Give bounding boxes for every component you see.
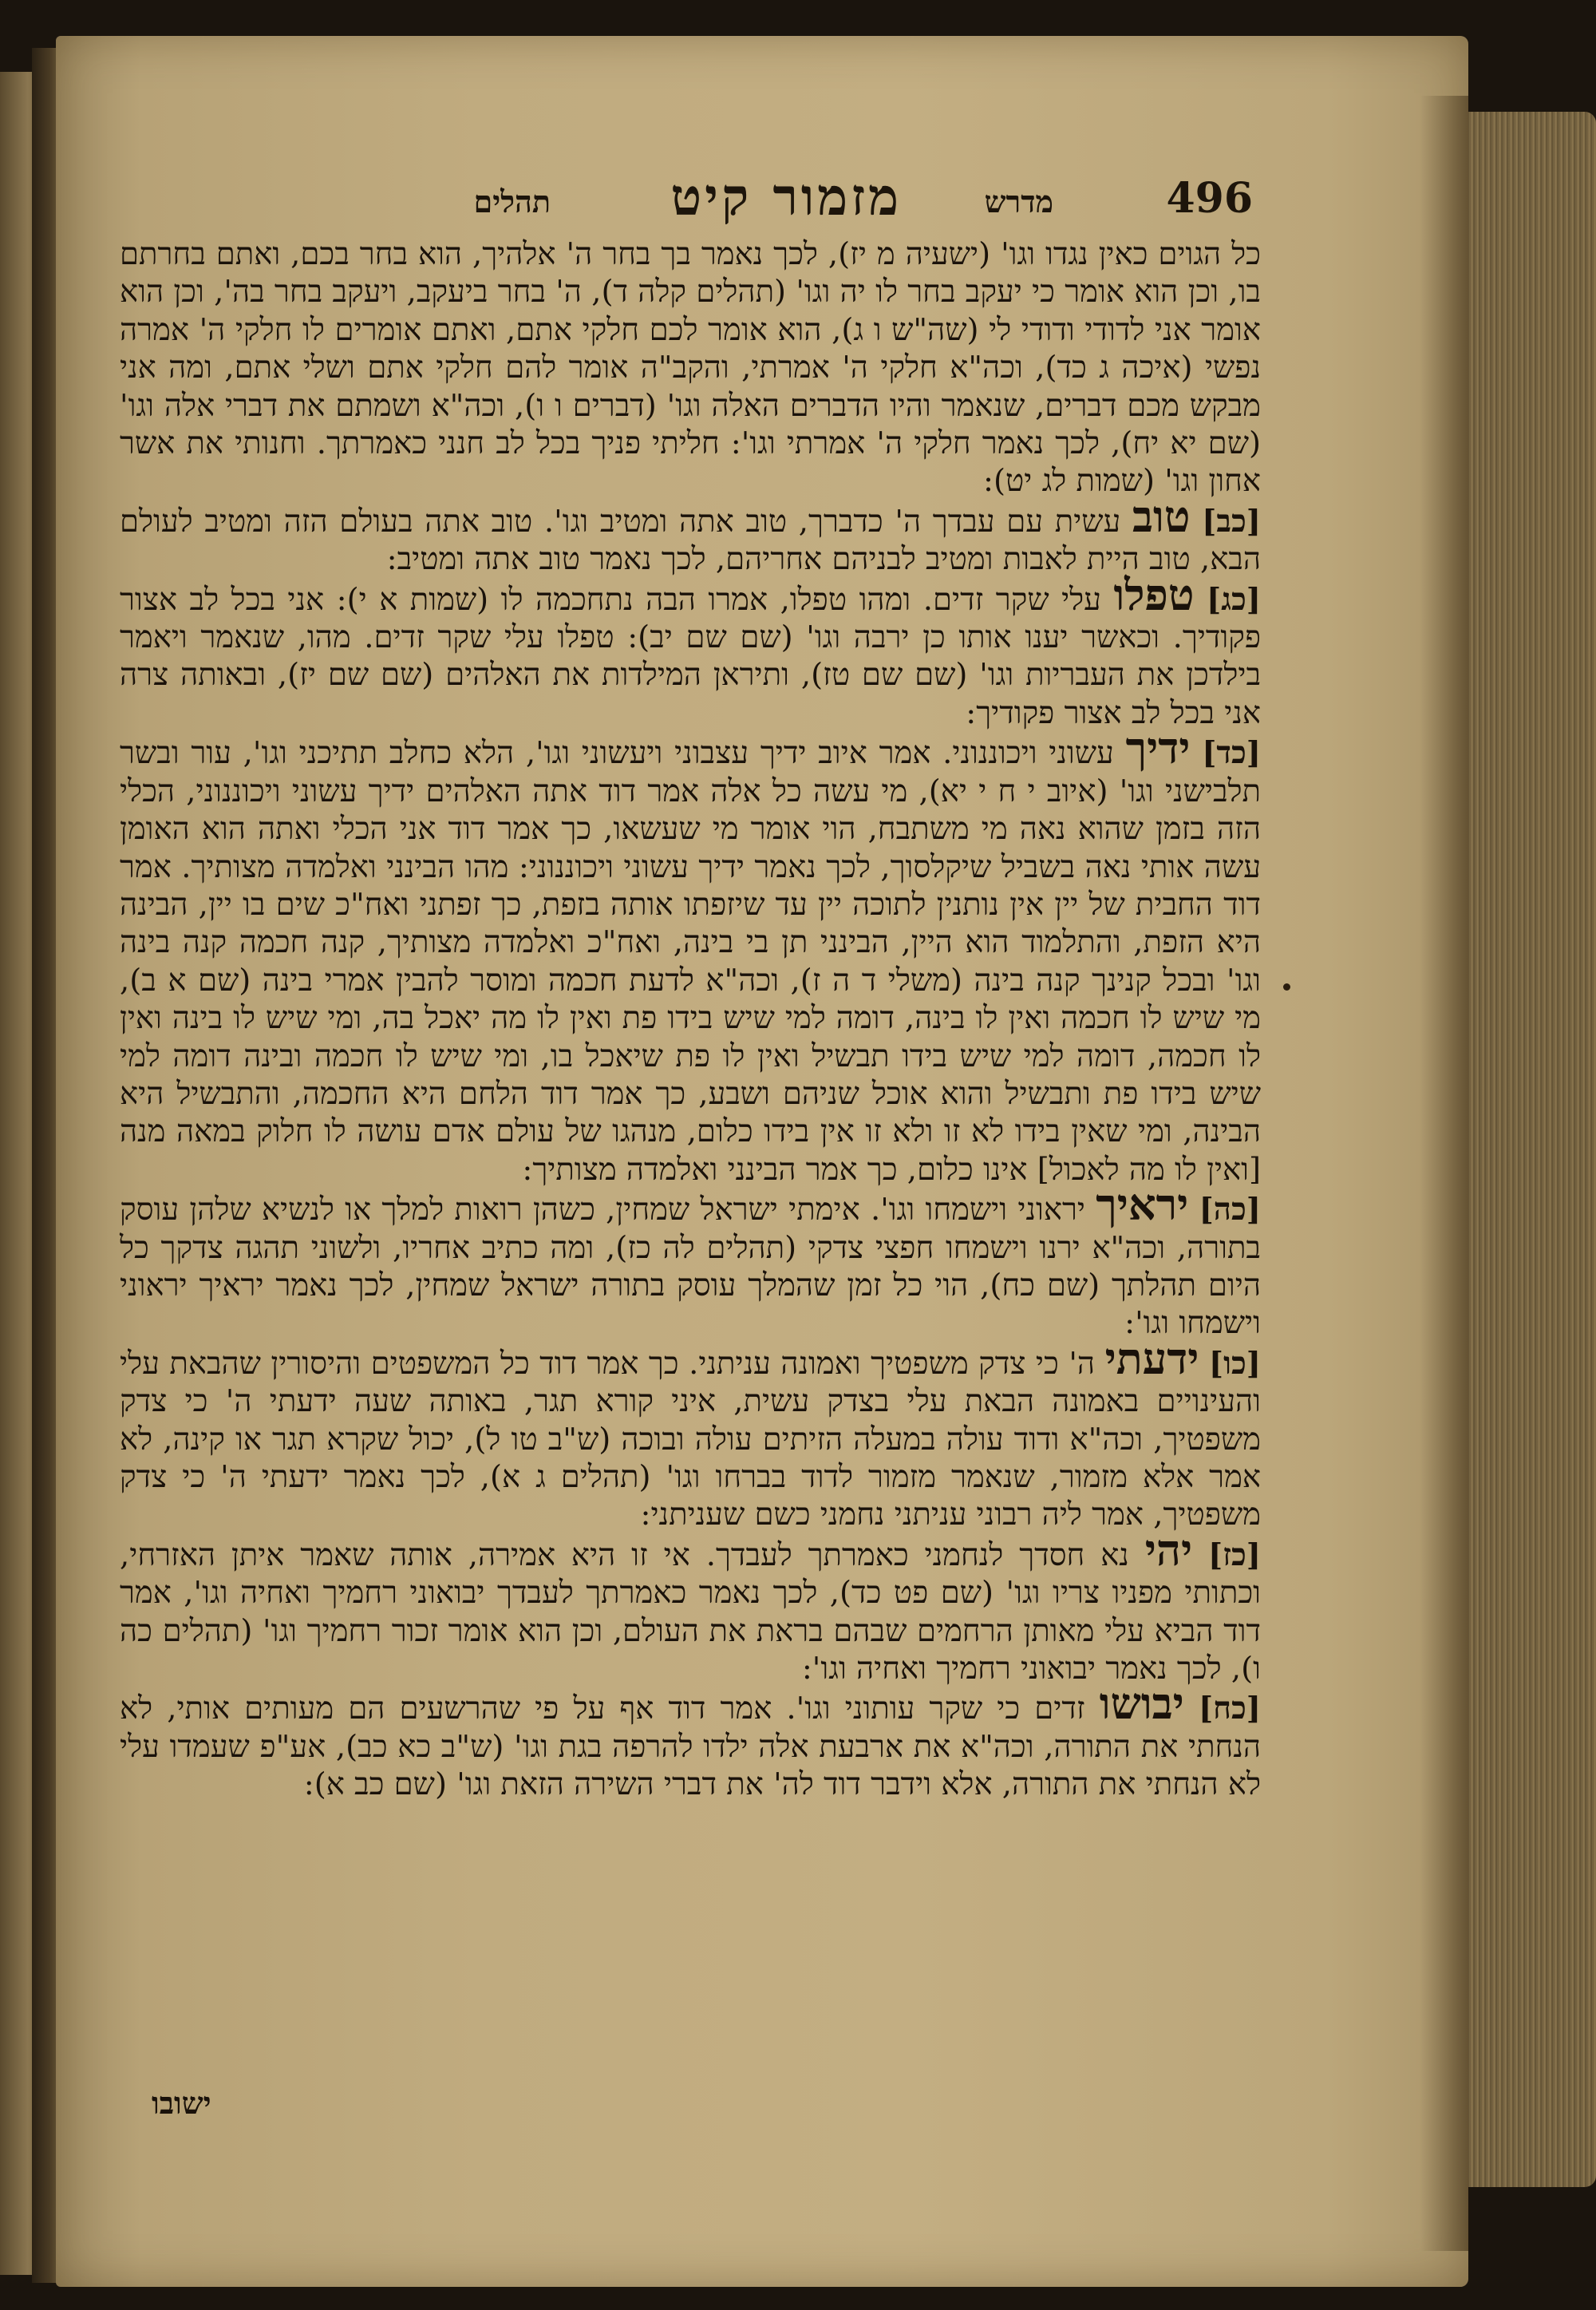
lead-word: טוב [1132,490,1191,542]
verse-number: [כה] [1199,1192,1261,1228]
lead-word: טפלו [1113,568,1195,620]
page-shadow [1420,96,1468,2251]
verse-number: [כז] [1208,1537,1261,1573]
running-header [423,168,1253,239]
paragraph-text: עשית עם עבדך ה' כדברך, טוב אתה ומטיב וגו'. טוב אתה בעולם הזה ומטיב לעולם הבא, טוב היית לאבות ומטיב לבניהם אחריהם, לכך נאמר טוב אתה ומטיב: [120,503,1261,578]
lead-word: יהי [1144,1524,1193,1576]
verse-number: [כב] [1202,503,1261,540]
paragraph-text: עשוני ויכוננוני. אמר איוב ידיך עצבוני ויעשוני וגו', הלא כחלב תתיכני וגו', עור ובשר תלבישני וגו' (איוב י ח י יא), מי עשה כל אלה אמר דוד אתה האלהים ידיך עשוני ויכוננוני, הכלי הזה בזמן שהוא נאה מי משתבח, הוי אומר מי שעשאו, כך אמר דוד אני הכלי ואתה הוא האומן עשה אותי נאה בשביל שיקלסוך, לכך נאמר ידיך עשוני ויכוננוני: מהו הבינני ואלמדה מצותיך. אמר דוד החבית של יין אין נותנין לתוכה יין עד שיזפתו אותה בזפת, כך זפתני ואח"כ שים בו יין, הבינה היא הזפת, והתלמוד הוא היין, הבינני תן בי בינה, ואח"כ ואלמדה מצותיך, קנה חכמה קנה בינה וגו' ובכל קנינך קנה בינה (משלי ד ה ז), וכה"א לדעת חכמה ומוסר להבין אמרי בינה (שם א ב), מי שיש לו חכמה ואין לו בינה, דומה למי שיש בידו פת ואין לו מה יאכל בה, ומי שיש לו בינה ואין לו חכמה, דומה למי שיש בידו תבשיל ואין לו פת שיאכל בו, ומי שיש לו חכמה ובינה דומה למי שיש בידו פת ותבשיל והוא אוכל שניהם ושבע, כך אמר דוד הלחם היא החכמה, והתבשיל היא הבינה, ומי שאין בידו לא זו ולא זו אין בידו כלום, מנהגו של עולם אדם עושה לו חלוק במאה מנה [ואין לו מה לאכול] אינו כלום, כך אמר הבינני ואלמדה מצותיך: [120,735,1261,1188]
running-title-midrash: מדרש [984,184,1053,220]
paragraph-continuation [120,235,1261,500]
lead-word: ידעתי [1104,1332,1199,1384]
paragraph-verse-24 [120,722,1261,1189]
body-text [120,235,1261,1804]
running-title-psalm: מזמור קיט [670,168,902,227]
paragraph-text: עלי שקר זדים. ומהו טפלו, אמרו הבה נתחכמה לו (שמות א י): אני בכל לב אצור פקודיך. וכאשר יענו אותו כן ירבה וגו' (שם שם יב): טפלו עלי שקר זדים. מהו, שנאמר ויאמר בילדכן את העבריות וגו' (שם שם טז), ותיראן המילדות את האלהים (שם שם יז), ובאותה צרה אני בכל לב אצור פקודיך: [120,581,1261,731]
paragraph-text: ה' כי צדק משפטיך ואמונה עניתני. כך אמר דוד כל המשפטים והיסורין שהבאת עלי והעינויים באמונה הבאת עלי בצדק עשית, איני קורא תגר, באותה שעה ידעתי ה' כי צדק משפטיך, וכה"א ודוד עולה במעלה הזיתים עולה ובוכה (ש"ב טו ל), יכול שקרא תגר או קינה, לא אמר אלא מזמור, שנאמר מזמור לדוד בברחו וגו' (תהלים ג א), לכך נאמר ידעתי ה' כי צדק משפטיך, אמר ליה רבוני עניתני נחמני כשם שעניתני: [120,1345,1261,1533]
verse-number: [כג] [1207,581,1261,618]
paragraph-text: נא חסדך לנחמני כאמרתך לעבדך. אי זו היא אמירה, אותה שאמר איתן האזרחי, וכתותי מפניו צריו וגו' (שם פט כד), לכך נאמר כאמרתך לעבדך יבואוני רחמיך ואחיה וגו', אמר דוד הביא עלי מאותן הרחמים שבהם בראת את העולם, וכן הוא אומר זכור רחמיך וגו' (תהלים כה ו), לכך נאמר יבואוני רחמיך ואחיה וגו': [120,1537,1261,1687]
paragraph-verse-23 [120,568,1261,733]
verse-number: [כו] [1208,1345,1261,1382]
paragraph-text: יראוני וישמחו וגו'. אימתי ישראל שמחין, כשהן רואות למלך או לנשיא שלהן עוסק בתורה, וכה"א ירנו וישמחו חפצי צדקי (תהלים לה כז), ומה כתיב אחריו, ולשוני תהגה צדקך כל היום תהלתך (שם כח), הוי כל זמן שהמלך עוסק בתורה ישראל שמחין, לכך נאמר יראיך יראוני וישמחו וגו': [120,1192,1261,1342]
verse-number: [כח] [1198,1691,1261,1727]
paragraph-verse-28 [120,1678,1261,1803]
margin-mark [1283,983,1290,991]
page-number: 496 [1166,174,1253,223]
verse-number: [כד] [1202,735,1261,772]
paragraph-verse-25 [120,1179,1261,1343]
paragraph-verse-22 [120,490,1261,579]
paragraph-text: זדים כי שקר עותוני וגו'. אמר דוד אף על פי שהרשעים הם מעותים אותי, לא הנחתי את התורה, וכה"א את ארבעת אלה ילדו להרפה בגת וגו' (ש"ב כא כב), אע"פ שעמדו עלי לא הנחתי את התורה, אלא וידבר דוד לה' את דברי השירה הזאת וגו' (שם כב א): [120,1691,1261,1803]
lead-word: יבושו [1099,1678,1184,1730]
paragraph-text: כל הגוים כאין נגדו וגו' (ישעיה מ יז), לכך נאמר בך בחר ה' אלהיך, הוא בחר בכם, ואתם בחרתם בו, וכן הוא אומר כי יעקב בחר לו יה וגו' (תהלים קלה ד), ה' בחר ביעקב, ויעקב בחר בה', וכן הוא אומר אני לדודי ודודי לי (שה"ש ו ג), הוא אומר לכם חלקי אתם, ואתם אומרים לו חלקי ה' אמרה נפשי (איכה ג כד), וכה"א חלקי ה' אמרתי, והקב"ה אומר להם חלקי אתם ושלי אתם, ומה אני מבקש מכם דברים, שנאמר והיו הדברים האלה וגו' (דברים ו ו), וכה"א ושמתם את דברי אלה וגו' (שם יא יח), לכך נאמר חלקי ה' אמרתי וגו': חליתי פניך בכל לב חנני כאמרתך. וחנותי את אשר אחון וגו' (שמות לג יט): [120,236,1261,500]
paragraph-verse-27 [120,1524,1261,1688]
paragraph-verse-26 [120,1332,1261,1534]
catchword: ישובו [152,2085,211,2121]
running-title-tehillim: תהלים [473,184,551,220]
lead-word: ידיך [1125,722,1191,774]
lead-word: יראיך [1096,1179,1189,1231]
